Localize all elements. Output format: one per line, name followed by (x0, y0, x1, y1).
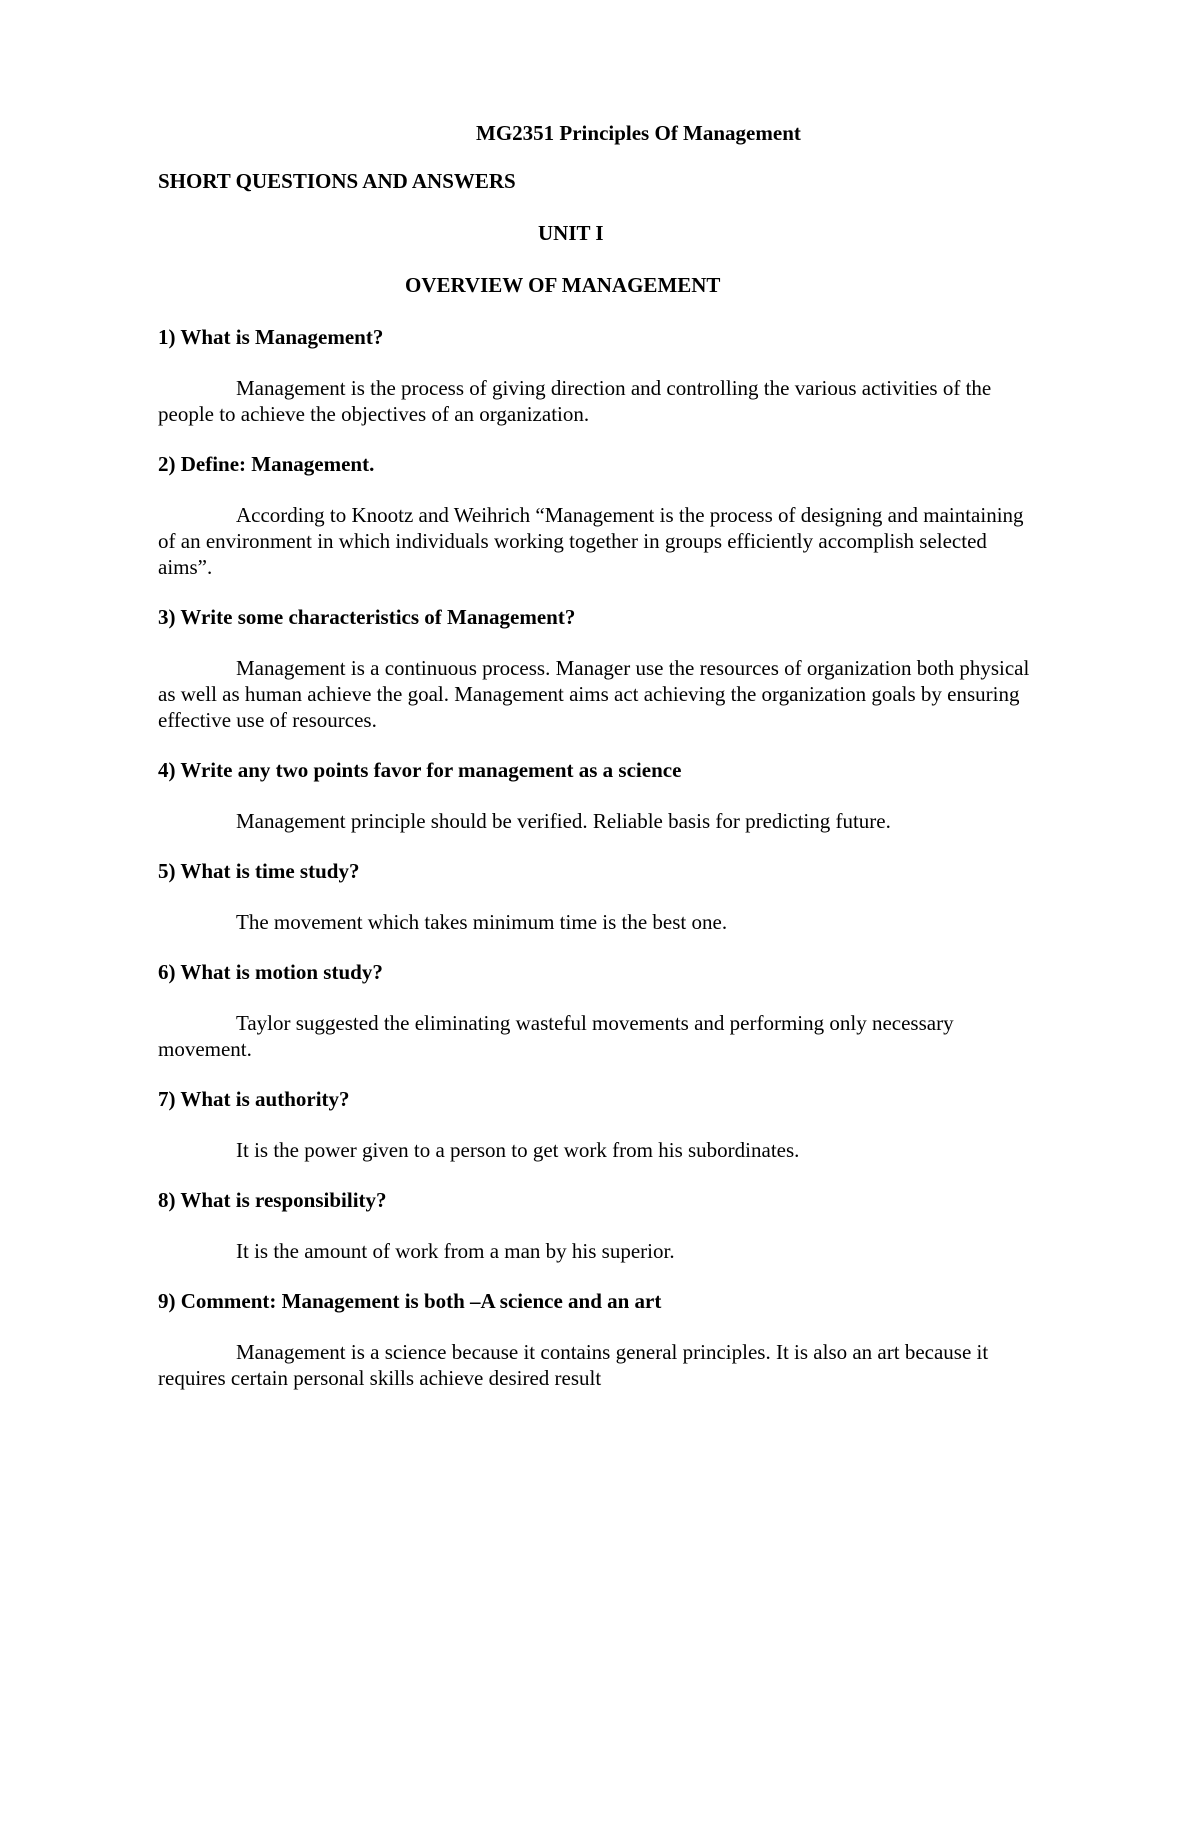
question-2: 2) Define: Management. (158, 452, 375, 476)
answer-5: The movement which takes minimum time is the best one. (236, 910, 728, 934)
document-title: MG2351 Principles Of Management (476, 121, 801, 145)
section-label: SHORT QUESTIONS AND ANSWERS (158, 169, 516, 193)
qa-item-6 (158, 959, 1038, 1062)
answer-1: Management is the process of giving direction and controlling the various activities of the people to achieve the objectives of an organization. (158, 376, 992, 426)
qa-item-2 (158, 451, 1038, 580)
qa-item-8 (158, 1187, 1038, 1264)
answer-2: According to Knootz and Weihrich “Management is the process of designing and maintaining of an environment in which individuals working together in groups efficiently accomplish selected aims”. (158, 503, 1024, 579)
document-content (158, 120, 1038, 1415)
qa-item-4 (158, 757, 1038, 834)
answer-3: Management is a continuous process. Manager use the resources of organization both physical as well as human achieve the goal. Management aims act achieving the organization goals by ensuring effective use of resources. (158, 656, 1030, 732)
answer-9: Management is a science because it contains general principles. It is also an art because it requires certain personal skills achieve desired result (158, 1340, 989, 1390)
question-3: 3) Write some characteristics of Management? (158, 605, 576, 629)
qa-item-1 (158, 324, 1038, 427)
answer-7: It is the power given to a person to get work from his subordinates. (236, 1138, 800, 1162)
qa-item-3 (158, 604, 1038, 733)
question-8: 8) What is responsibility? (158, 1188, 387, 1212)
answer-4: Management principle should be verified. Reliable basis for predicting future. (236, 809, 891, 833)
question-4: 4) Write any two points favor for management as a science (158, 758, 682, 782)
question-7: 7) What is authority? (158, 1087, 350, 1111)
unit-heading: UNIT I (538, 221, 604, 245)
question-5: 5) What is time study? (158, 859, 360, 883)
qa-item-5 (158, 858, 1038, 935)
qa-item-9 (158, 1288, 1038, 1391)
qa-item-7 (158, 1086, 1038, 1163)
answer-8: It is the amount of work from a man by his superior. (236, 1239, 675, 1263)
unit-title: OVERVIEW OF MANAGEMENT (405, 273, 721, 297)
question-6: 6) What is motion study? (158, 960, 383, 984)
question-9: 9) Comment: Management is both –A science and an art (158, 1289, 662, 1313)
answer-6: Taylor suggested the eliminating wasteful movements and performing only necessary movement. (158, 1011, 954, 1061)
question-1: 1) What is Management? (158, 325, 384, 349)
